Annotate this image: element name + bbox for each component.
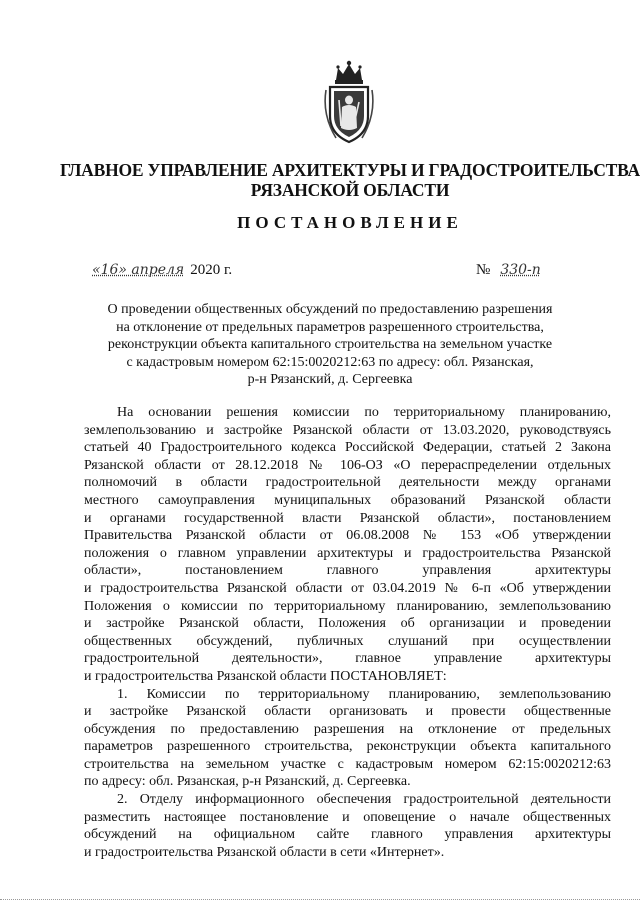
preamble-line: градостроительной деятельности», главное управление архитектуры	[84, 651, 611, 667]
preamble-line: местного самоуправления муниципальных образований Рязанской области	[84, 492, 611, 508]
document-type-title: ПОСТАНОВЛЕНИЕ	[237, 213, 463, 232]
preamble-line: полномочий в области градостроительной деятельности между органами	[84, 475, 611, 491]
preamble-line: общественных обсуждений, публичных слушаний при осуществлении	[84, 633, 611, 649]
handwritten-date: «16» апреля	[92, 262, 185, 278]
date-year: 2020 г.	[190, 262, 233, 278]
preamble-line: Правительства Рязанской области от 06.08.2008 № 153 «Об утверждении	[84, 528, 611, 544]
item1-line: строительства на земельном участке с кадастровым номером 62:15:0020212:63	[84, 756, 611, 772]
item1-line: по адресу: обл. Рязанская, р-н Рязанский, д. Сергеевка.	[84, 774, 411, 790]
agency-name-line1: ГЛАВНОЕ УПРАВЛЕНИЕ АРХИТЕКТУРЫ И ГРАДОСТРОИТЕЛЬСТВА	[60, 160, 640, 180]
document-subject	[90, 301, 570, 389]
number-prefix: №	[476, 262, 491, 278]
subject-line: на отклонение от предельных параметров разрешенного строительства,	[116, 319, 544, 335]
preamble-line: статьей 40 Градостроительного кодекса Российской Федерации, статьей 2 Закона	[84, 440, 611, 456]
item1-line: и застройке Рязанской области организовать и провести общественные	[84, 704, 611, 720]
item2-line: обсуждений на официальном сайте главного управления архитектуры	[84, 827, 611, 843]
preamble-line: области», постановлением главного управления архитектуры	[84, 563, 611, 579]
item2-line: 2. Отделу информационного обеспечения градостроительной деятельности	[117, 792, 611, 808]
preamble-line: положения о главном управлении архитектуры и градостроительства Рязанской	[84, 545, 611, 561]
item1-line: 1. Комиссии по территориальному планированию, землепользованию	[117, 686, 611, 702]
preamble-line: и органами государственной власти Рязанской области», постановлением	[84, 510, 611, 526]
preamble-line: На основании решения комиссии по территориальному планированию,	[117, 405, 611, 420]
preamble-line: Положения о комиссии по территориальному планированию, землепользованию	[84, 598, 611, 614]
subject-line: реконструкции объекта капитального строительства на земельном участке	[107, 337, 553, 352]
preamble-line: Рязанской области от 28.12.2018 № 106-ОЗ «О перераспределении отдельных	[84, 457, 611, 473]
preamble-line: и застройке Рязанской области, Положения об организации и проведении	[84, 616, 611, 632]
item2-line: и градостроительства Рязанской области в сети «Интернет».	[84, 844, 445, 860]
agency-name-line2: РЯЗАНСКОЙ ОБЛАСТИ	[250, 180, 450, 200]
preamble-line: и градостроительства Рязанской области от 03.04.2019 № 6-п «Об утверждении	[84, 580, 611, 596]
item2-line: разместить настоящее постановление и оповещение о начале общественных	[84, 809, 611, 825]
item1-line: обсуждения по предоставлению разрешения на отклонение от предельных	[84, 721, 611, 737]
coat-of-arms-emblem	[322, 60, 376, 144]
document-body	[84, 404, 611, 861]
subject-line: р-н Рязанский, д. Сергеевка	[247, 372, 413, 387]
item1-line: параметров разрешенного строительства, реконструкции объекта капитального	[84, 739, 611, 755]
document-number	[476, 262, 541, 279]
subject-line: с кадастровым номером 62:15:0020212:63 по адресу: обл. Рязанская,	[126, 354, 534, 370]
page-edge-divider	[0, 899, 640, 900]
document-date	[92, 262, 232, 279]
handwritten-number: 330-п	[500, 262, 541, 278]
subject-line: О проведении общественных обсуждений по предоставлению разрешения	[107, 302, 553, 317]
preamble-line: землепользованию и застройке Рязанской области от 13.03.2020, руководствуясь	[84, 422, 611, 438]
preamble-line: и градостроительства Рязанской области ПОСТАНОВЛЯЕТ:	[84, 668, 447, 684]
